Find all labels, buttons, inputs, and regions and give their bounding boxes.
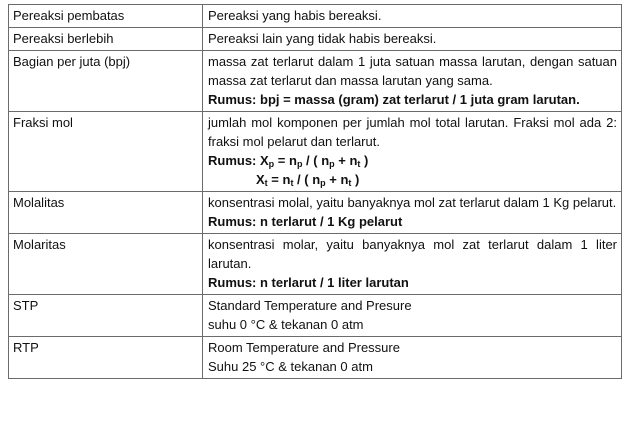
definition-line: Standard Temperature and Presure [208, 298, 412, 313]
term-cell: Fraksi mol [9, 112, 203, 192]
definition-line: Pereaksi yang habis bereaksi. [208, 8, 382, 23]
definition-cell [203, 337, 622, 379]
table-row [9, 112, 622, 192]
term-cell: Molalitas [9, 192, 203, 234]
table-row [9, 192, 622, 234]
term-cell: RTP [9, 337, 203, 379]
definition-table [8, 4, 622, 379]
definition-cell [203, 192, 622, 234]
definition-line: Room Temperature and Pressure [208, 340, 400, 355]
definition-line: Suhu 25 °C & tekanan 0 atm [208, 359, 373, 374]
formula-text: Rumus: bpj = massa (gram) zat terlarut / 1 juta gram larutan. [208, 92, 580, 107]
table-row [9, 234, 622, 295]
table-row [9, 51, 622, 112]
formula-text: Rumus: n terlarut / 1 Kg pelarut [208, 214, 403, 229]
definition-line: suhu 0 °C & tekanan 0 atm [208, 317, 364, 332]
definition-cell [203, 234, 622, 295]
definition-line: Pereaksi lain yang tidak habis bereaksi. [208, 31, 437, 46]
term-cell: Bagian per juta (bpj) [9, 51, 203, 112]
definition-text: jumlah mol komponen per jumlah mol total larutan. Fraksi mol ada 2: fraksi mol pelarut dan terlarut. [208, 115, 617, 149]
formula-line-solute: $X_t = n_t$ / ( $n_p + n_t$ ) [256, 172, 360, 188]
definition-text: konsentrasi molar, yaitu banyaknya mol zat terlarut dalam 1 liter larutan. [208, 237, 617, 271]
table-row [9, 5, 622, 28]
formula-text: Rumus: n terlarut / 1 liter larutan [208, 275, 409, 290]
definition-text: konsentrasi molal, yaitu banyaknya mol zat terlarut dalam 1 Kg pelarut. [208, 195, 617, 210]
term-cell: Pereaksi pembatas [9, 5, 203, 28]
definition-cell [203, 28, 622, 51]
formula-line-solvent: Rumus: $X_p = n_p$ / ( $n_p + n_t$ ) [208, 153, 369, 169]
definition-cell [203, 295, 622, 337]
definition-cell [203, 51, 622, 112]
term-cell: STP [9, 295, 203, 337]
table-row [9, 28, 622, 51]
definition-cell [203, 112, 622, 192]
table-row [9, 337, 622, 379]
table-row [9, 295, 622, 337]
term-cell: Pereaksi berlebih [9, 28, 203, 51]
term-cell: Molaritas [9, 234, 203, 295]
definition-table-container [8, 4, 621, 379]
definition-cell [203, 5, 622, 28]
definition-text: massa zat terlarut dalam 1 juta satuan massa larutan, dengan satuan massa zat terlarut dan massa larutan yang sama. [208, 54, 617, 88]
